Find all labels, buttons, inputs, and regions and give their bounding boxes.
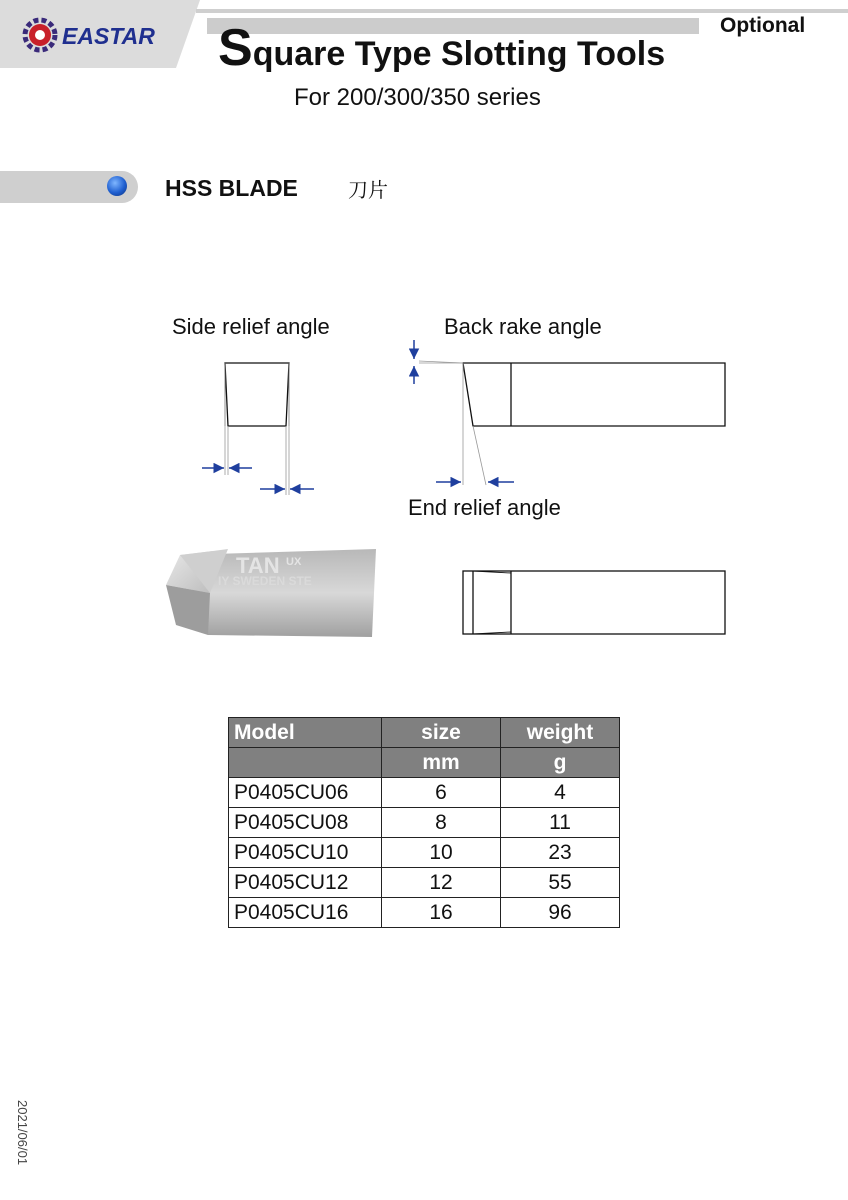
- cell-size: 12: [382, 868, 501, 898]
- unit-weight: g: [501, 748, 620, 778]
- cell-model: P0405CU06: [229, 778, 382, 808]
- side-relief-arrows: [202, 468, 314, 489]
- cell-weight: 11: [501, 808, 620, 838]
- page-subtitle: For 200/300/350 series: [294, 84, 541, 111]
- cell-size: 6: [382, 778, 501, 808]
- cell-size: 16: [382, 898, 501, 928]
- header-weight: weight: [501, 718, 620, 748]
- end-relief-label: End relief angle: [408, 495, 561, 520]
- cell-weight: 23: [501, 838, 620, 868]
- header-model: Model: [229, 718, 382, 748]
- header-size: size: [382, 718, 501, 748]
- table-row: [229, 808, 620, 838]
- cell-weight: 96: [501, 898, 620, 928]
- table-row: [229, 868, 620, 898]
- back-rake-label: Back rake angle: [444, 314, 602, 339]
- table-header-row: [229, 718, 620, 748]
- cell-weight: 55: [501, 868, 620, 898]
- title-initial: S: [218, 19, 253, 77]
- back-rake-drawing: [419, 361, 725, 485]
- logo-text: EASTAR: [62, 23, 155, 49]
- cell-size: 10: [382, 838, 501, 868]
- table-row: [229, 838, 620, 868]
- spec-table: [228, 717, 620, 928]
- blade-top-drawing: [463, 571, 725, 634]
- cell-size: 8: [382, 808, 501, 838]
- unit-model: [229, 748, 382, 778]
- section-title-cn: 刀片: [348, 180, 388, 202]
- cell-model: P0405CU10: [229, 838, 382, 868]
- cell-model: P0405CU12: [229, 868, 382, 898]
- side-relief-label: Side relief angle: [172, 314, 330, 339]
- cell-model: P0405CU08: [229, 808, 382, 838]
- section-title: HSS BLADE: [165, 175, 298, 201]
- optional-badge: Optional: [720, 14, 806, 37]
- unit-size: mm: [382, 748, 501, 778]
- engraving-2: IY SWEDEN STE: [218, 574, 312, 588]
- table-unit-row: [229, 748, 620, 778]
- engraving-1b: UX: [286, 556, 302, 568]
- document-date: 2021/06/01: [15, 1100, 30, 1166]
- cell-weight: 4: [501, 778, 620, 808]
- table-row: [229, 778, 620, 808]
- side-relief-drawing: [225, 363, 289, 495]
- blade-photo: [158, 545, 376, 640]
- engraving-1: TAN: [236, 553, 280, 578]
- cell-model: P0405CU16: [229, 898, 382, 928]
- table-row: [229, 898, 620, 928]
- title-rest: quare Type Slotting Tools: [252, 35, 666, 73]
